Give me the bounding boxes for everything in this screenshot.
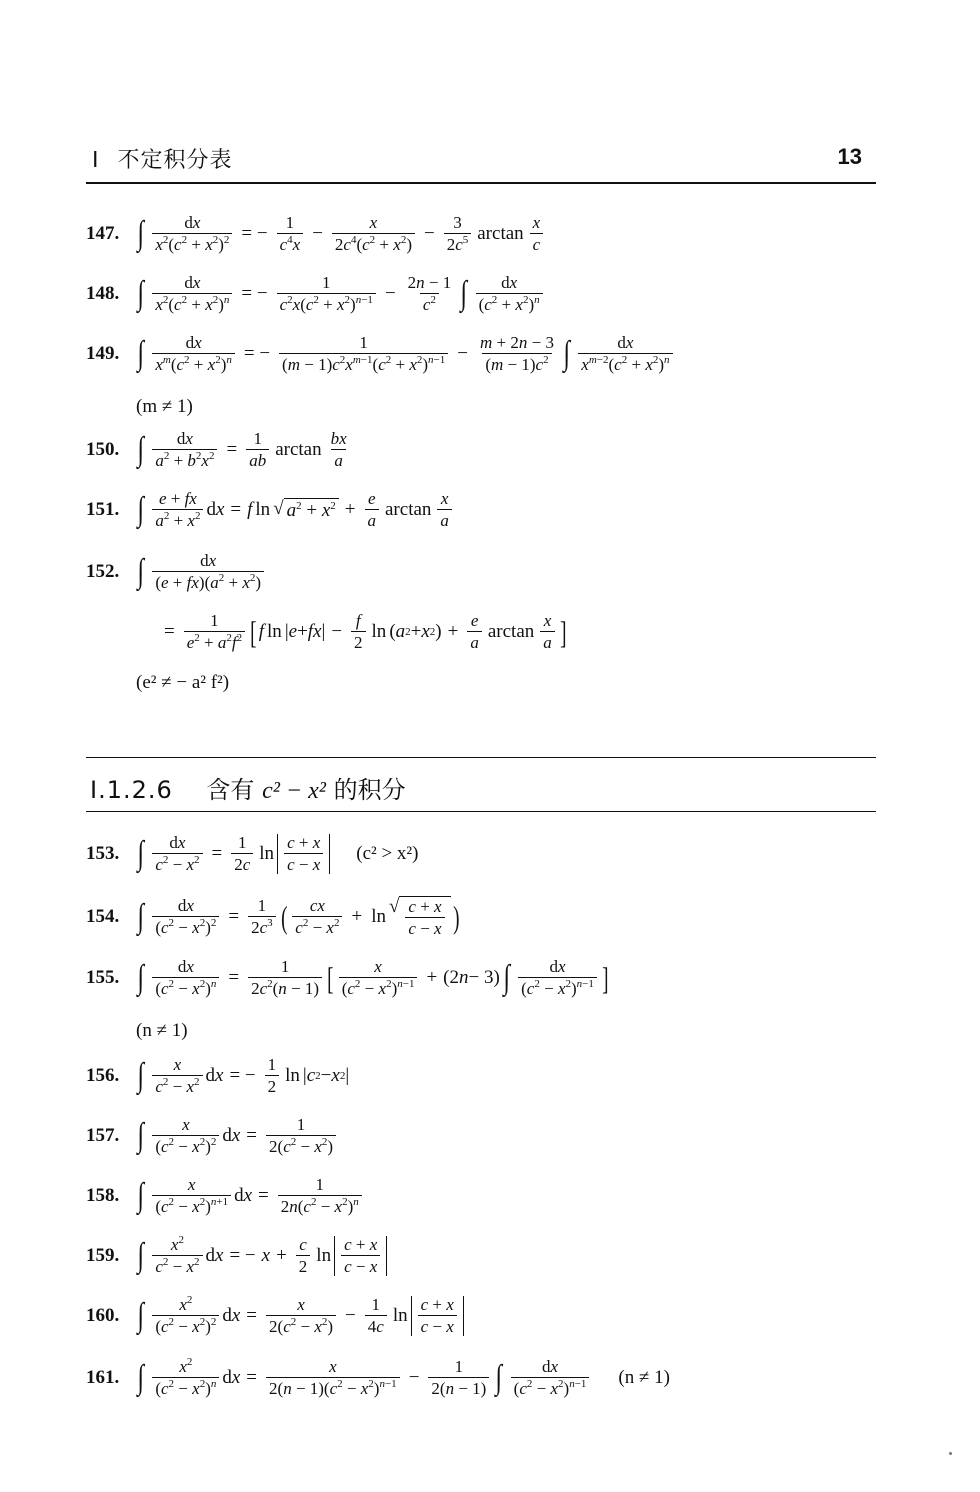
section-rule-top xyxy=(86,757,876,758)
scan-speck xyxy=(949,1452,952,1455)
formula-148 xyxy=(86,274,546,314)
formula-number: 150. xyxy=(86,438,120,460)
running-header xyxy=(92,143,233,174)
formula-152-result xyxy=(158,612,568,652)
formula-number: 156. xyxy=(86,1064,120,1086)
formula-number: 147. xyxy=(86,222,120,244)
formula-expression: ∫ $\frac{e + fx}{a^2 + x^2}$ dx = f ln √ $a^2 + x^2$ + $\frac{e}{a}$ arctan $\frac{x}{a}$ xyxy=(134,490,455,530)
chapter-numeral: Ⅰ xyxy=(92,147,100,172)
formula-159 xyxy=(86,1236,387,1276)
formula-number: 161. xyxy=(86,1366,120,1388)
formula-expression: ∫ $\frac{x}{(c^2 - x^2)^{n+1}}$ dx = $\frac{1}{2n(c^2 - x^2)^n}$ xyxy=(134,1176,365,1216)
formula-expression: ∫ $\frac{x^2}{c^2 - x^2}$ dx = − x + $\frac{c}{2}$ ln $\frac{c + x}{c - x}$ xyxy=(134,1236,387,1276)
formula-153 xyxy=(86,834,418,874)
section-rule-bottom xyxy=(86,811,876,812)
formula-160 xyxy=(86,1296,464,1336)
formula-number: 152. xyxy=(86,560,120,582)
header-rule xyxy=(86,182,876,184)
formula-number: 160. xyxy=(86,1304,120,1326)
section-title-prefix: 含有 xyxy=(206,776,255,804)
formula-158 xyxy=(86,1176,365,1216)
page-number: 13 xyxy=(837,144,862,169)
condition-149: (m ≠ 1) xyxy=(136,396,193,417)
formula-number: 157. xyxy=(86,1124,120,1146)
formula-152 xyxy=(86,552,267,592)
formula-expression: ∫ $\frac{dx}{(c^2 - x^2)^n}$ = $\frac{1}{2c^2(n - 1)}$ [ $\frac{x}{(c^2 - x^2)^{n-1}}$ + (2 n − 3) ∫ $\frac{dx}{(c^2 - x^2)^{n-1}}$ ] xyxy=(137,957,609,998)
formula-156 xyxy=(86,1056,349,1096)
condition-153: (c² > x²) xyxy=(356,842,419,864)
section-title-suffix: 的积分 xyxy=(333,776,406,804)
formula-expression: ∫ $\frac{x}{c^2 - x^2}$ dx = − $\frac{1}{2}$ ln | c 2 − x 2 | xyxy=(137,1055,350,1096)
condition-155: (n ≠ 1) xyxy=(136,1020,188,1041)
formula-expression: ∫ $\frac{dx}{x^2(c^2 + x^2)^2}$ = − $\frac{1}{c^4x}$ − $\frac{x}{2c^4(c^2 + x^2)}$ − $\frac{3}{2c^5}$ arctan $\frac{x}{c}$ xyxy=(134,214,546,254)
section-title-math: c² − x² xyxy=(262,778,326,804)
formula-147 xyxy=(86,214,546,254)
condition-161: (n ≠ 1) xyxy=(618,1366,670,1388)
formula-157 xyxy=(86,1116,339,1156)
formula-155 xyxy=(86,958,611,998)
section-number: Ⅰ.1.2.6 xyxy=(90,776,173,804)
condition-152: (e² ≠ − a² f²) xyxy=(136,672,230,693)
formula-expression: ∫ $\frac{dx}{x^2(c^2 + x^2)^n}$ = − $\frac{1}{c^2x(c^2 + x^2)^{n-1}}$ − $\frac{2n - 1}{c^2}$ ∫ $\frac{dx}{(c^2 + x^2)^n}$ xyxy=(134,274,546,314)
formula-expression: ∫ $\frac{x}{(c^2 - x^2)^2}$ dx = $\frac{1}{2(c^2 - x^2)}$ xyxy=(134,1116,339,1156)
formula-number: 149. xyxy=(86,342,120,364)
formula-number: 159. xyxy=(86,1244,120,1266)
formula-number: 148. xyxy=(86,282,120,304)
formula-expression: ∫ $\frac{x^2}{(c^2 - x^2)^2}$ dx = $\frac{x}{2(c^2 - x^2)}$ − $\frac{1}{4c}$ ln $\frac{c + x}{c - x}$ xyxy=(134,1296,464,1336)
formula-150 xyxy=(86,430,353,470)
formula-expression: ∫ $\frac{dx}{(c^2 - x^2)^2}$ = $\frac{1}{2c^3}$ ( $\frac{cx}{c^2 - x^2}$ + ln √ $\frac{c + x}{c - x}$ ) xyxy=(137,896,460,938)
formula-number: 153. xyxy=(86,842,120,864)
formula-expression: ∫ $\frac{dx}{x^m(c^2 + x^2)^n}$ = − $\frac{1}{(m - 1)c^2x^{m-1}(c^2 + x^2)^{n-1}}$ − $\frac{m + 2n - 3}{(m - 1)c^2}$ ∫ $\frac{dx}{x^{m-2}(c^2 + x^2)^n}$ xyxy=(134,334,676,374)
formula-154 xyxy=(86,896,461,938)
formula-expression: ∫ $\frac{dx}{(e + fx)(a^2 + x^2)}$ xyxy=(134,552,267,592)
formula-161 xyxy=(86,1358,670,1398)
formula-expression: ∫ $\frac{dx}{a^2 + b^2x^2}$ = $\frac{1}{ab}$ arctan $\frac{bx}{a}$ xyxy=(137,429,347,470)
formula-number: 155. xyxy=(86,966,120,988)
formula-149 xyxy=(86,334,676,374)
formula-expression: ∫ $\frac{dx}{c^2 - x^2}$ = $\frac{1}{2c}$ ln $\frac{c + x}{c - x}$ xyxy=(134,834,330,874)
formula-151 xyxy=(86,490,455,530)
formula-number: 151. xyxy=(86,498,120,520)
formula-number: 158. xyxy=(86,1184,120,1206)
section-heading xyxy=(90,770,406,805)
chapter-title: 不定积分表 xyxy=(117,148,233,173)
formula-expression: ∫ $\frac{x^2}{(c^2 - x^2)^n}$ dx = $\frac{x}{2(n - 1)(c^2 - x^2)^{n-1}}$ − $\frac{1}{2(n - 1)}$ ∫ $\frac{dx}{(c^2 - x^2)^{n-1}}$ xyxy=(134,1358,592,1398)
formula-number: 154. xyxy=(86,905,120,927)
formula-expression: = $\frac{1}{e^2 + a^2f^2}$ [ f ln | e + fx | − $\frac{f}{2}$ ln ( a 2 + x 2 ) + $\frac{e}{a}$ arctan $\frac{x}{a}$ ] xyxy=(164,611,567,652)
